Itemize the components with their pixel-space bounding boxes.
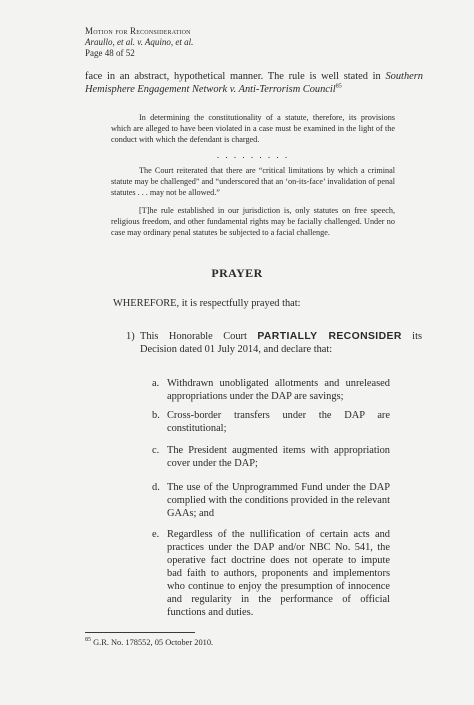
wherefore-clause: WHEREFORE, it is respectfully prayed that: (113, 298, 301, 309)
subitem-text: The President augmented items with appropriation cover under the DAP; (167, 445, 390, 469)
footnote-text: G.R. No. 178552, 05 October 2010. (91, 638, 214, 647)
quote-text: [T]he rule established in our jurisdiction is, only statutes on free speech, religious freedom, and other fundamental rights may be facially challenged. Under no case may ordinary penal statutes be subjected to a facial challenge. (111, 206, 395, 237)
footnote-number: 85 (85, 637, 91, 644)
subitem-letter: e. (152, 529, 160, 540)
subitem-letter: d. (152, 482, 160, 493)
footnote-reference: 85 (335, 83, 342, 90)
section-heading: PRAYER (211, 266, 263, 280)
subitem-letter: a. (152, 378, 160, 389)
prayer-subitem-d (152, 481, 390, 520)
subitem-letter: c. (152, 445, 160, 456)
item-emphasis: PARTIALLY RECONSIDER (257, 331, 402, 342)
prayer-subitem-b (152, 409, 390, 435)
subitem-text: Cross-border transfers under the DAP are constitutional; (167, 410, 390, 434)
block-quote-1 (111, 112, 395, 145)
subitem-letter: b. (152, 410, 160, 421)
case-citation: Southern Hemisphere Engagement Network v. Anti-Terrorism Council (85, 71, 423, 95)
subitem-text: The use of the Unprogrammed Fund under the DAP complied with the conditions provided in the relevant GAAs; and (167, 482, 390, 519)
quote-text: In determining the constitutionality of a statute, therefore, its provisions which are alleged to have been violated in a case must be examined in the light of the conduct with which the defendant is charged. (111, 113, 395, 144)
ellipsis-separator: . . . . . . . . . (216, 150, 290, 160)
block-quote-2 (111, 165, 395, 198)
body-paragraph (85, 70, 423, 96)
running-header (85, 26, 193, 59)
subitem-text: Withdrawn unobligated allotments and unreleased appropriations under the DAP are savings; (167, 378, 390, 402)
subitem-text: Regardless of the nullification of certain acts and practices under the DAP and/or NBC No. 541, the operative fact doctrine does not operate to impute bad faith to authors, proponents and implementors who continue to enjoy the presumption of innocence and regularity in the performance of official functions and duties. (167, 529, 390, 618)
prayer-subitem-a (152, 377, 390, 403)
item-text: This Honorable Court PARTIALLY RECONSIDER its Decision dated 01 July 2014, and declare that: (140, 331, 422, 355)
quote-text: The Court reiterated that there are “critical limitations by which a criminal statute may be challenged” and “underscored that an ‘on-its-face’ invalidation of penal statutes . . . may not be allowed.” (111, 166, 395, 197)
prayer-item-1 (126, 330, 422, 356)
body-text: face in an abstract, hypothetical manner. The rule is well stated in (85, 71, 386, 82)
prayer-subitem-e (152, 528, 390, 619)
item-number: 1) (126, 331, 135, 342)
footnote-divider (85, 632, 195, 633)
header-case: Araullo, et al. v. Aquino, et al. (85, 37, 194, 47)
header-page-number: Page 48 of 52 (85, 48, 135, 58)
block-quote-3 (111, 205, 395, 238)
footnote (85, 638, 213, 647)
header-title: Motion for Reconsideration (85, 26, 191, 36)
prayer-subitem-c (152, 444, 390, 470)
